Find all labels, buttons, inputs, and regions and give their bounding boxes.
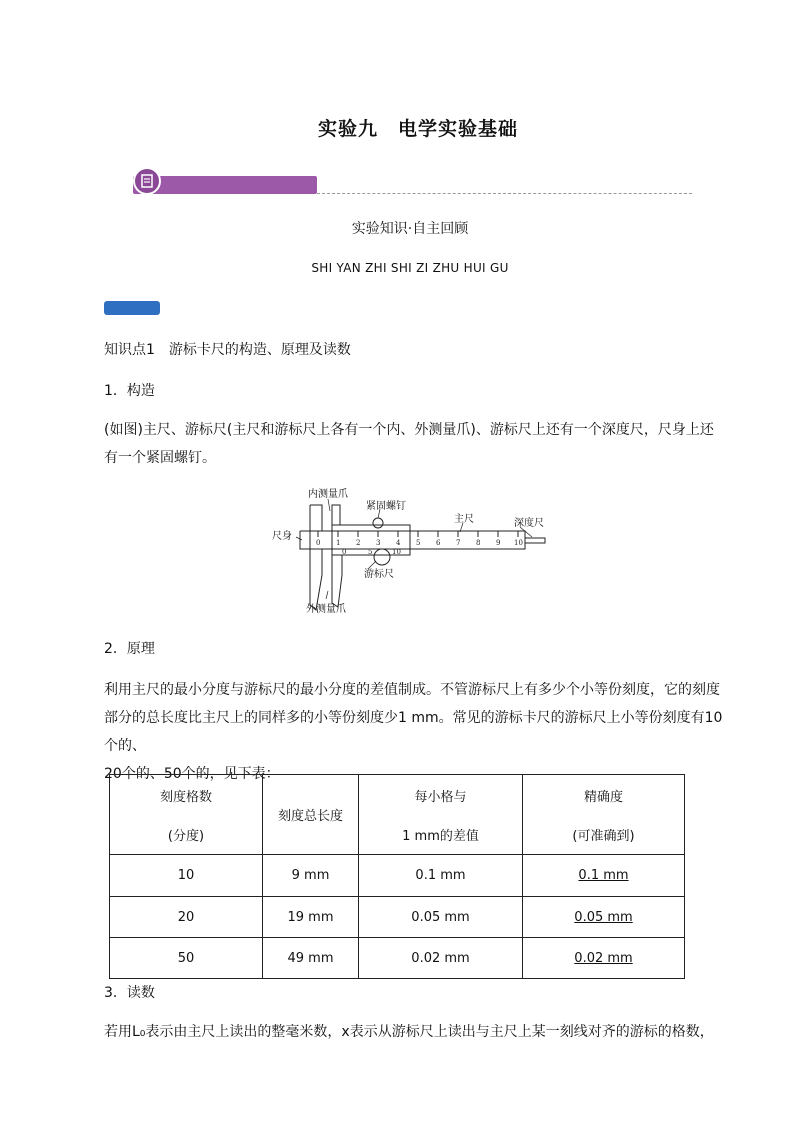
heading-structure: 1．构造 [104,383,155,399]
vernier-tick-label: 0 [342,548,347,556]
label-vernier: 游标尺 [364,569,394,580]
cell-diff: 0.05 mm [359,897,523,938]
paragraph-line: 部分的总长度比主尺上的同样多的小等份刻度少1 mm。常见的游标卡尺的游标尺上小等份刻度有10个的、 [104,710,723,754]
paragraph-line: 利用主尺的最小分度与游标尺的最小分度的差值制成。不管游标尺上有多少个小等份刻度，它的刻度 [104,682,720,698]
paragraph-line: (如图)主尺、游标尺(主尺和游标尺上各有一个内、外测量爪)、游标尺上还有一个深度尺，尺身上还 [104,422,714,438]
main-tick-label: 7 [456,539,461,547]
main-tick-label: 4 [396,539,401,547]
table-header-row [110,775,685,855]
header-text: (分度) [167,828,205,844]
knowledge-point-heading: 知识点1 游标卡尺的构造、原理及读数 [104,342,351,358]
cell-diff: 0.02 mm [359,938,523,979]
vernier-caliper-figure [270,485,550,615]
main-tick-label: 0 [316,539,321,547]
header-text: 1 mm的差值 [402,828,479,844]
cell-divisions: 50 [110,938,263,979]
accuracy-value: 0.1 mm [578,868,629,883]
header-difference [359,775,523,855]
label-body: 尺身 [272,531,292,542]
note-icon [133,167,161,195]
table-row [110,855,685,897]
cell-divisions: 10 [110,855,263,897]
table-row [110,938,685,979]
cell-length: 9 mm [263,855,359,897]
vernier-tick-label: 5 [368,548,373,556]
main-tick-label: 1 [336,539,341,547]
cell-accuracy [523,897,685,938]
section-pinyin: SHI YAN ZHI SHI ZI ZHU HUI GU [311,261,509,275]
paragraph-line: 若用L₀表示由主尺上读出的整毫米数，x表示从游标尺上读出与主尺上某一刻线对齐的游标的格数， [104,1024,714,1040]
banner-divider [317,193,692,194]
cell-accuracy [523,855,685,897]
main-tick-label: 2 [356,539,361,547]
cell-length: 49 mm [263,938,359,979]
main-tick-label: 3 [376,539,381,547]
main-tick-label: 6 [436,539,441,547]
label-inner-jaw: 内测量爪 [308,489,348,500]
header-total-length: 刻度总长度 [263,775,359,855]
accuracy-value: 0.05 mm [574,909,633,925]
cell-diff: 0.1 mm [359,855,523,897]
paragraph-structure [104,416,718,472]
label-screw: 紧固螺钉 [366,501,406,512]
label-outer-jaw: 外测量爪 [306,604,346,615]
paragraph-reading [104,1018,724,1046]
cell-accuracy [523,938,685,979]
cell-length: 19 mm [263,897,359,938]
main-tick-label: 8 [476,539,481,547]
section-subtitle: 实验知识·自主回顾 [351,221,469,237]
main-tick-label: 9 [496,539,501,547]
header-divisions [110,775,263,855]
header-text: 刻度格数 [159,789,212,805]
paragraph-line: 20个的、50个的，见下表： [104,766,280,782]
label-depth: 深度尺 [514,518,544,529]
header-text: 每小格与 [414,789,467,805]
main-tick-label: 5 [416,539,421,547]
vernier-tick-label: 10 [392,548,401,556]
table-row [110,897,685,938]
paragraph-line: 有一个紧固螺钉。 [104,450,216,466]
heading-principle: 2．原理 [104,641,155,657]
header-text: 精确度 [583,789,623,805]
accuracy-value: 0.02 mm [574,950,633,966]
vernier-spec-table [109,774,685,979]
page-title: 实验九 电学实验基础 [317,118,518,140]
main-tick-label: 10 [514,539,523,547]
header-accuracy [523,775,685,855]
cell-divisions: 20 [110,897,263,938]
knowledge-pill [104,301,160,315]
header-text: (可准确到) [572,828,635,844]
label-main-scale: 主尺 [454,514,474,525]
heading-reading: 3．读数 [104,985,155,1001]
paragraph-principle [104,676,724,788]
